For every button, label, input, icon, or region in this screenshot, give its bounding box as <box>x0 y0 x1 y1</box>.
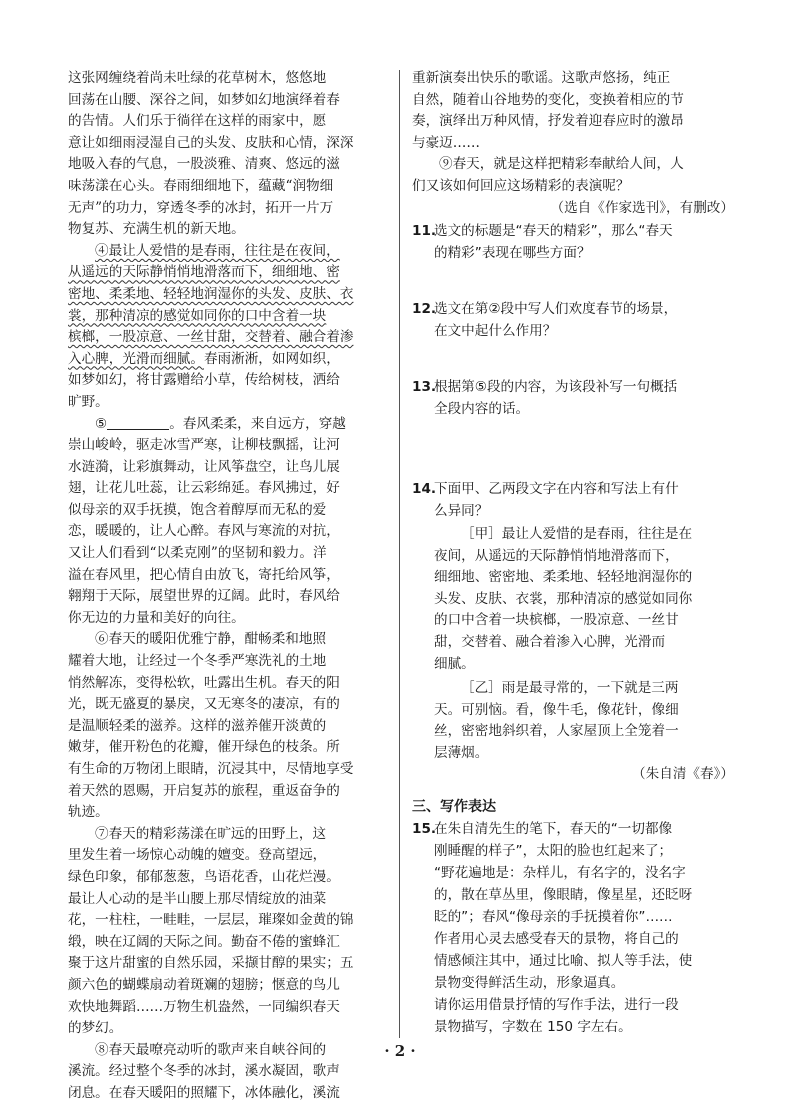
wavy-text: ④最让人爱惜的是春雨，往往是在夜间， <box>95 242 340 259</box>
source-citation: （选自《作家选刊》，有删改） <box>550 199 734 216</box>
question-text: 景物变得鲜活生动，形象逼真。 <box>434 975 625 991</box>
wavy-underlined-line <box>68 327 390 349</box>
passage-line: 光，既无盛夏的暴戾，又无寒冬的凄凉，有的 <box>68 696 340 713</box>
column-divider <box>399 70 400 1038</box>
passage-line: 的告情。人们乐于徜徉在这样的雨家中，愿 <box>68 113 327 130</box>
paragraph-number: ⑤ <box>95 415 108 432</box>
quote-line: 天。可别恼。看，像牛毛，像花针，像细 <box>434 701 679 718</box>
passage-line: 缎，映在辽阔的天际之间。勤奋不倦的蜜蜂汇 <box>68 933 340 950</box>
passage-line: 恋，暖暖的，让人心醉。春风与寒流的对抗， <box>68 523 340 540</box>
question-number: 12. <box>412 301 437 317</box>
passage-line: 是温顺轻柔的滋养。这样的滋养催开淡黄的 <box>68 717 327 734</box>
quote-line: 细腻。 <box>434 655 475 672</box>
passage-line: 如梦如幻，将甘露赠给小草，传给树枝，洒给 <box>68 372 340 389</box>
question-12 <box>412 298 734 342</box>
wavy-text: 槟榔，一股凉意、一丝甘甜，交替着、融合着渗 <box>68 329 354 346</box>
question-text: 选文在第②段中写人们欢度春节的场景， <box>434 301 678 317</box>
passage-line: 似母亲的双手抚摸，饱含着醇厚而无私的爱 <box>68 501 327 518</box>
question-number: 14. <box>412 481 437 497</box>
passage-line: 翱翔于天际，展望世界的辽阔。此时，春风给 <box>68 588 340 605</box>
question-text: 景物描写，字数在 150 字左右。 <box>434 1019 632 1035</box>
wavy-underlined-line <box>68 241 390 263</box>
quote-line: 甜，交替着、融合着渗入心脾，光滑而 <box>434 633 666 650</box>
question-15 <box>412 818 734 1038</box>
question-text: 情感倾注其中，通过比喻、拟人等手法，使 <box>434 953 693 969</box>
passage-line: 耀着大地，让经过一个冬季严寒洗礼的土地 <box>68 653 327 670</box>
question-14 <box>412 478 734 522</box>
passage-line: 味荡漾在心头。春雨细细地下，蕴藏“润物细 <box>68 177 334 194</box>
passage-line: 物复苏、充满生机的新天地。 <box>68 221 245 238</box>
passage-line: 溪流。经过整个冬季的冰封，溪水凝固，歌声 <box>68 1063 340 1080</box>
passage-line: 这张网缠绕着尚未吐绿的花草树木，悠悠地 <box>68 70 327 86</box>
question-number: 11. <box>412 223 437 239</box>
passage-line: 花，一柱柱，一畦畦，一层层，璀璨如金黄的锦 <box>68 912 354 929</box>
quote-source: （朱自清《春》） <box>632 766 734 783</box>
quote-jia <box>434 524 734 675</box>
passage-line: 意让如细雨浸湿自己的头发、皮肤和心情，深深 <box>68 134 354 151</box>
section-heading: 三、写作表达 <box>412 799 496 815</box>
passage-line: 无声”的功力，穿透冬季的冰封，拓开一片万 <box>68 199 334 216</box>
quote-line: 夜间，从遥远的天际静悄悄地滑落而下， <box>434 547 679 564</box>
passage-line: 里发生着一场惊心动魄的嬗变。登高望远， <box>68 847 327 864</box>
passage-line: 溢在春风里，把心情自由放飞，寄托给风筝， <box>68 566 340 583</box>
wavy-text: 裳，那种清凉的感觉如同你的口中含着一块 <box>68 307 327 324</box>
passage-line: 最让人心动的是半山腰上那尽情绽放的油菜 <box>68 890 327 907</box>
quote-line: 细细地、密密地、柔柔地、轻轻地润湿你的 <box>434 569 693 586</box>
paragraph-5-first-line <box>68 414 390 436</box>
passage-line: 悄然解冻，变得松软，吐露出生机。春天的阳 <box>68 674 340 691</box>
right-column <box>412 68 734 1048</box>
question-text: 在朱自清先生的笔下，春天的“一切都像 <box>434 821 673 837</box>
question-number: 15. <box>412 821 437 837</box>
passage-line: 自然，随着山谷地势的变化，变换着相应的节 <box>412 91 684 108</box>
passage-line: 崇山峻岭，驱走冰雪严寒，让柳枝飘摇，让河 <box>68 437 340 454</box>
passage-line: 旷野。 <box>68 393 109 410</box>
quote-line: 头发、皮肤、衣裳，那种清凉的感觉如同你 <box>434 590 693 607</box>
passage-line: 翅，让花儿吐蕊，让云彩绵延。春风拂过，好 <box>68 480 340 497</box>
quote-line: ［乙］雨是最寻常的，一下就是三两 <box>461 680 679 696</box>
passage-line: 颜六色的蝴蝶扇动着斑斓的翅膀；惬意的鸟儿 <box>68 976 340 993</box>
passage-line: 嫩芽，催开粉色的花瓣，催开绿色的枝条。所 <box>68 739 340 756</box>
passage-line: ⑨春天，就是这样把精彩奉献给人间，人 <box>439 156 684 173</box>
quote-line: 丝，密密地斜织着，人家屋顶上全笼着一 <box>434 723 679 740</box>
quote-line: 的口中含着一块槟榔，一股凉意、一丝甘 <box>434 612 679 629</box>
passage-line: 着天然的恩赐，开启复苏的旅程，重返奋争的 <box>68 782 340 799</box>
passage-line: 重新演奏出快乐的歌谣。这歌声悠扬，纯正 <box>412 70 671 86</box>
question-text: 刚睡醒的样子”，太阳的脸也红起来了； <box>434 843 673 859</box>
passage-line: ⑦春天的精彩荡漾在旷远的田野上，这 <box>95 825 327 842</box>
question-text: 根据第⑤段的内容，为该段补写一句概括 <box>434 379 678 395</box>
question-text: 的，散在草丛里，像眼睛，像星星，还眨呀 <box>434 887 693 903</box>
passage-line: 你无边的力量和美好的向往。 <box>68 609 245 626</box>
wavy-text: 从遥远的天际静悄悄地滑落而下，细细地、密 <box>68 264 340 281</box>
wavy-underlined-line <box>68 349 390 371</box>
passage-line: 聚于这片甜蜜的自然乐园，采撷甘醇的果实；五 <box>68 955 354 972</box>
wavy-underlined-line <box>68 262 390 284</box>
quote-line: 层薄烟。 <box>434 744 489 761</box>
question-number: 13. <box>412 379 437 395</box>
passage-line: 的梦幻。 <box>68 1020 123 1037</box>
wavy-underlined-line <box>68 306 390 328</box>
passage-line: 们又该如何回应这场精彩的表演呢？ <box>412 177 630 194</box>
passage-line: 奏，演绎出万种风情，抒发着迎春应时的激昂 <box>412 113 684 130</box>
quote-yi <box>434 678 734 786</box>
quote-line: ［甲］最让人爱惜的是春雨，往往是在 <box>461 526 693 542</box>
question-text: “野花遍地是：杂样儿，有名字的，没名字 <box>434 865 686 881</box>
passage-line: 欢快地舞蹈……万物生机盎然，一同编织春天 <box>68 998 340 1015</box>
passage-line: 与豪迈…… <box>412 134 480 151</box>
question-13 <box>412 376 734 420</box>
fill-in-blank[interactable] <box>107 415 169 430</box>
page-number: · 2 · <box>384 1042 416 1060</box>
passage-line: 水涟漪，让彩旗舞动，让风筝盘空，让鸟儿展 <box>68 458 340 475</box>
passage-continuation <box>412 68 734 219</box>
question-text: 请你运用借景抒情的写作手法，进行一段 <box>434 997 679 1013</box>
question-text: 作者用心灵去感受春天的景物，将自己的 <box>434 931 679 947</box>
left-column <box>68 68 390 1105</box>
wavy-underlined-line <box>68 284 390 306</box>
question-11 <box>412 220 734 264</box>
question-text: 眨的”；春风“像母亲的手抚摸着你”…… <box>434 909 673 925</box>
passage-line: ⑧春天最嘹亮动听的歌声来自峡谷间的 <box>95 1041 327 1058</box>
passage-line: 有生命的万物闭上眼睛，沉浸其中，尽情地享受 <box>68 761 354 777</box>
passage-line: 绿色印象，郁郁葱葱，鸟语花香，山花烂漫。 <box>68 868 340 885</box>
passage-line: ⑥春天的暖阳优雅宁静，酣畅柔和地照 <box>95 631 327 648</box>
passage-line: 回荡在山腰、深谷之间，如梦如幻地演绎着春 <box>68 91 340 108</box>
wavy-text: 密地、柔柔地、轻轻地润湿你的头发、皮肤、衣 <box>68 285 354 302</box>
passage-text: 春雨淅淅，如网如织， <box>203 350 340 367</box>
passage-line: 闭息。在春天暖阳的照耀下，冰体融化，溪流 <box>68 1084 340 1101</box>
question-text: 下面甲、乙两段文字在内容和写法上有什 <box>434 481 679 497</box>
question-text: 在文中起什么作用？ <box>434 323 557 339</box>
wavy-text: 入心脾，光滑而细腻。 <box>68 350 204 367</box>
question-text: 么异同？ <box>434 503 489 519</box>
passage-line: 轨迹。 <box>68 804 109 821</box>
passage-text: 。春风柔柔，来自远方，穿越 <box>169 415 346 432</box>
question-text: 的精彩”表现在哪些方面？ <box>434 245 591 261</box>
passage-line: 又让人们看到“以柔克刚”的坚韧和毅力。洋 <box>68 545 327 562</box>
passage-line: 地吸入春的气息，一股淡雅、清爽、悠远的滋 <box>68 156 340 173</box>
question-text: 选文的标题是“春天的精彩”，那么“春天 <box>434 223 673 239</box>
question-text: 全段内容的话。 <box>434 401 530 417</box>
